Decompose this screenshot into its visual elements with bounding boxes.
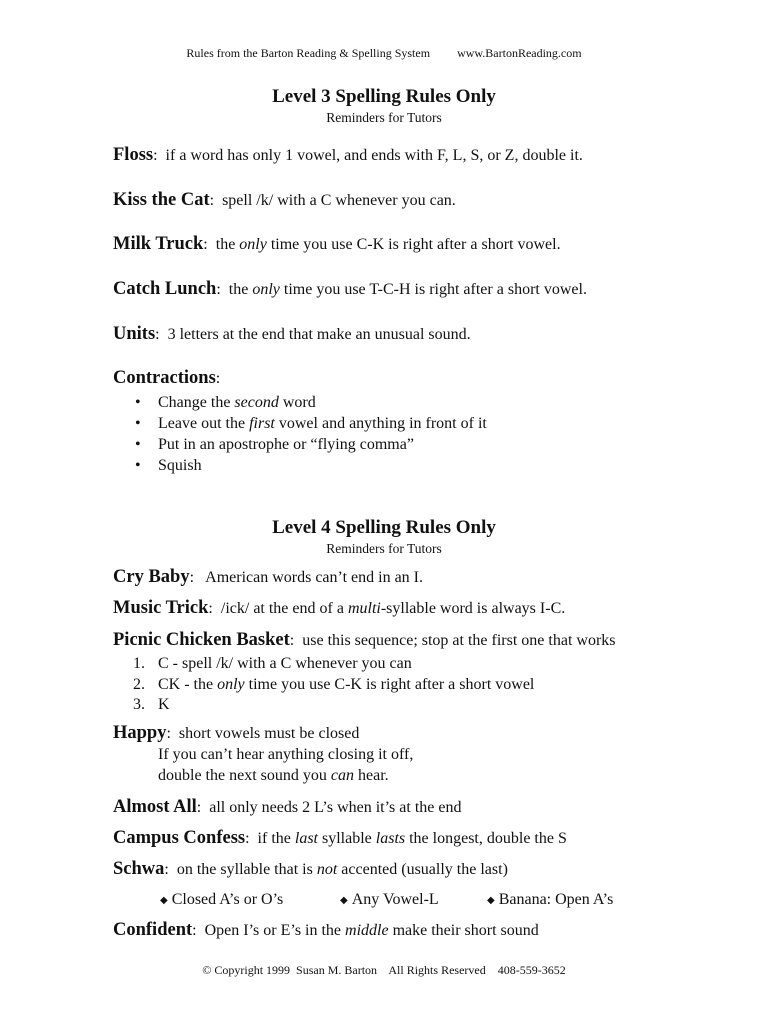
rule-text: the <box>228 281 249 298</box>
list-item <box>113 392 487 413</box>
rule-emphasis: only <box>252 281 280 298</box>
rule-text: time you use T-C-H is right after a short vowel. <box>283 281 587 298</box>
rule-text: Open I’s or E’s in the <box>204 922 342 939</box>
rule-text: if a word has only 1 vowel, and ends with F, L, S, or Z, double it. <box>165 147 583 164</box>
rule-emphasis: last <box>294 830 318 847</box>
rule-text: American words can’t end in an I. <box>205 569 423 586</box>
list-item <box>113 695 534 716</box>
rule-milk-truck: Milk Truck: the only time you use C-K is right after a short vowel. <box>113 234 561 254</box>
page-header <box>0 46 768 61</box>
rule-text: short vowels must be closed <box>178 725 360 742</box>
rule-text: the longest, double the S <box>409 830 567 847</box>
rule-catch-lunch: Catch Lunch: the only time you use T-C-H is right after a short vowel. <box>113 279 587 299</box>
diamond-bullet-icon: ◆ <box>160 895 168 906</box>
rule-name: Schwa <box>113 859 165 879</box>
header-source: Rules from the Barton Reading & Spelling System <box>186 46 431 60</box>
line-text: double the next sound you <box>158 767 327 784</box>
rule-name: Picnic Chicken Basket <box>113 630 290 650</box>
item-emphasis: second <box>234 394 279 411</box>
rule-name: Floss <box>113 145 154 165</box>
rule-text: spell /k/ with a C whenever you can. <box>222 192 456 209</box>
rule-emphasis: only <box>239 236 267 253</box>
rule-name: Music Trick <box>113 598 209 618</box>
rule-cry-baby: Cry Baby: American words can’t end in an I. <box>113 567 423 587</box>
list-item <box>113 413 487 434</box>
item-text: Put in an apostrophe or “flying comma” <box>158 436 414 453</box>
rule-music-trick: Music Trick: /ick/ at the end of a multi-syllable word is always I-C. <box>113 598 566 618</box>
item-text: Change the <box>158 394 231 411</box>
rule-contractions: Contractions: <box>113 368 221 388</box>
rule-floss: Floss: if a word has only 1 vowel, and ends with F, L, S, or Z, double it. <box>113 145 583 165</box>
item-number: 1. <box>133 655 145 672</box>
rule-text: 3 letters at the end that make an unusual sound. <box>167 326 471 343</box>
rule-name: Milk Truck <box>113 234 204 254</box>
level3-title: Level 3 Spelling Rules Only <box>272 86 496 107</box>
happy-line-2: If you can’t hear anything closing it off, <box>158 746 414 763</box>
rule-text: the <box>215 236 236 253</box>
level4-heading <box>0 516 768 558</box>
list-item <box>113 434 487 455</box>
rule-kiss-the-cat: Kiss the Cat: spell /k/ with a C whenever you can. <box>113 190 456 210</box>
rule-name: Cry Baby <box>113 567 190 587</box>
item-number: 2. <box>133 675 145 693</box>
rule-units: Units: 3 letters at the end that make an unusual sound. <box>113 324 471 344</box>
line-emphasis: can <box>330 767 354 784</box>
item-text: word <box>282 394 316 411</box>
rule-emphasis: multi <box>347 600 381 617</box>
item-text: CK - the <box>158 675 214 693</box>
line-text: hear. <box>357 767 389 784</box>
rule-almost-all: Almost All: all only needs 2 L’s when it’s at the end <box>113 797 462 817</box>
rule-emphasis: not <box>316 861 338 878</box>
happy-line-3 <box>158 767 389 785</box>
rule-name: Catch Lunch <box>113 279 217 299</box>
list-item <box>113 654 534 675</box>
rule-text: -syllable word is always I-C. <box>380 600 566 617</box>
schwa-option <box>487 891 613 909</box>
level3-subtitle: Reminders for Tutors <box>326 110 442 125</box>
page-footer: © Copyright 1999 Susan M. Barton All Rights Reserved 408-559-3652 <box>202 963 566 977</box>
rule-text: syllable <box>322 830 372 847</box>
rule-name: Contractions <box>113 368 216 388</box>
schwa-option <box>340 891 439 909</box>
list-item <box>113 675 534 696</box>
rule-text: accented (usually the last) <box>341 861 508 878</box>
rule-happy: Happy: short vowels must be closed <box>113 723 360 743</box>
rule-name: Kiss the Cat <box>113 190 210 210</box>
rule-name: Almost All <box>113 797 197 817</box>
rule-text: on the syllable that is <box>176 861 313 878</box>
level4-title: Level 4 Spelling Rules Only <box>272 517 496 538</box>
item-emphasis: first <box>249 415 275 432</box>
level3-heading <box>0 85 768 127</box>
list-item <box>113 455 487 476</box>
diamond-bullet-icon: ◆ <box>487 895 495 906</box>
rule-name: Campus Confess <box>113 828 246 848</box>
rule-picnic-chicken-basket: Picnic Chicken Basket: use this sequence; stop at the first one that works <box>113 630 616 650</box>
rule-text: time you use C-K is right after a short vowel. <box>270 236 561 253</box>
diamond-bullet-icon: ◆ <box>340 895 348 906</box>
item-text: Squish <box>158 457 202 474</box>
rule-text: if the <box>257 830 291 847</box>
item-text: C - spell /k/ with a C whenever you can <box>158 655 412 672</box>
item-emphasis: only <box>217 675 245 693</box>
rule-emphasis: lasts <box>375 830 406 847</box>
rule-text: use this sequence; stop at the first one that works <box>302 632 616 649</box>
item-text: vowel and anything in front of it <box>278 415 487 432</box>
rule-name: Units <box>113 324 156 344</box>
rule-campus-confess: Campus Confess: if the last syllable lasts the longest, double the S <box>113 828 567 848</box>
item-text: K <box>158 696 170 713</box>
rule-text: make their short sound <box>392 922 539 939</box>
schwa-option <box>160 891 283 909</box>
item-text: Leave out the <box>158 415 246 432</box>
item-number: 3. <box>133 696 145 713</box>
option-text: Banana: Open A’s <box>498 891 614 908</box>
rule-text: /ick/ at the end of a <box>220 600 344 617</box>
rule-name: Happy <box>113 723 167 743</box>
option-text: Closed A’s or O’s <box>171 891 284 908</box>
rule-text: all only needs 2 L’s when it’s at the end <box>209 799 462 816</box>
rule-emphasis: middle <box>345 922 389 939</box>
rule-confident: Confident: Open I’s or E’s in the middle make their short sound <box>113 920 539 940</box>
item-text: time you use C-K is right after a short vowel <box>248 675 535 693</box>
rule-schwa: Schwa: on the syllable that is not accented (usually the last) <box>113 859 508 879</box>
option-text: Any Vowel-L <box>351 891 439 908</box>
rule-name: Confident <box>113 920 193 940</box>
header-url: www.BartonReading.com <box>457 46 582 60</box>
level4-subtitle: Reminders for Tutors <box>326 541 442 556</box>
picnic-list <box>113 654 534 716</box>
contractions-list <box>113 392 487 476</box>
